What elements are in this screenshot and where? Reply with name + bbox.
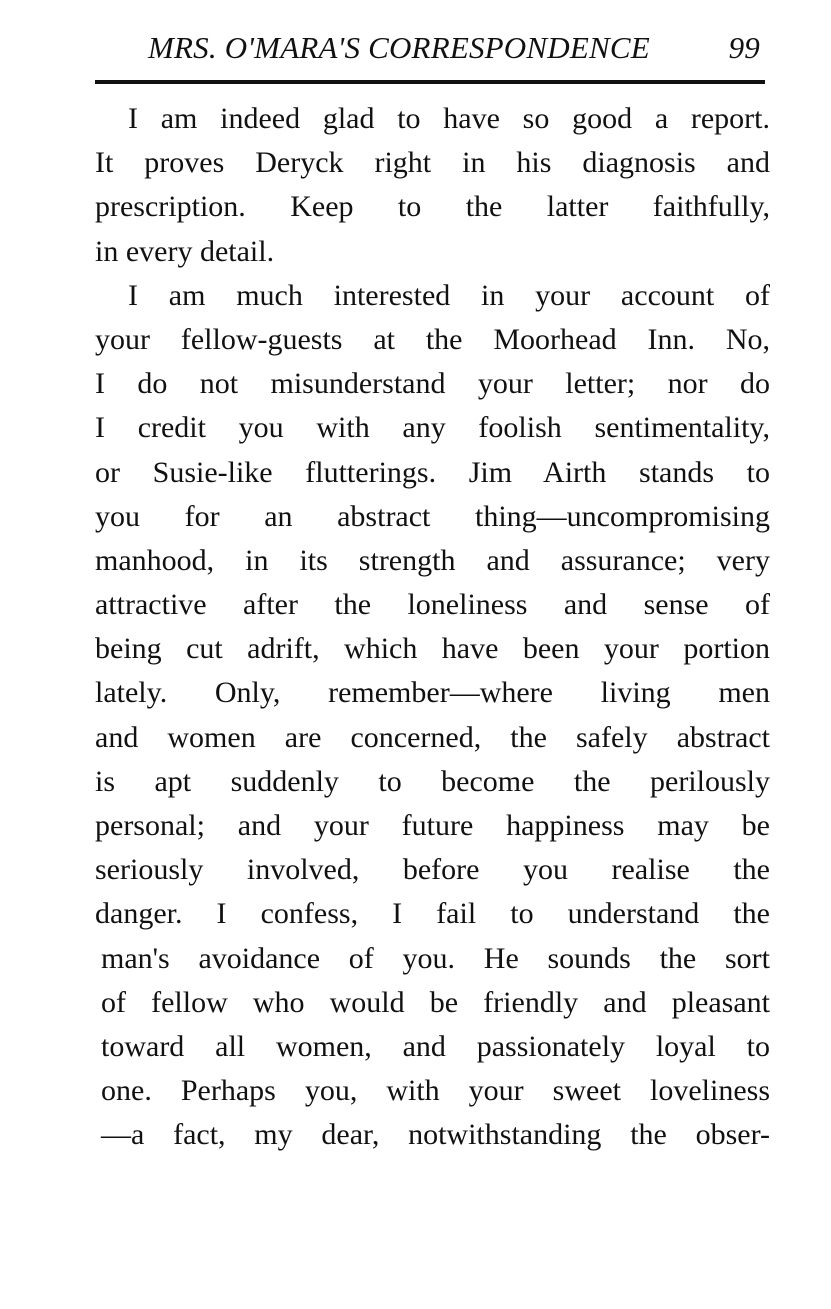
text-line: being cut adrift, which have been your portion: [95, 632, 770, 666]
text-line: in every detail.: [95, 234, 275, 268]
text-line: your fellow-guests at the Moorhead Inn. No,: [95, 322, 770, 356]
text-line: I do not misunderstand your letter; nor do: [95, 367, 770, 401]
text-line: lately. Only, remember—where living men: [95, 676, 770, 710]
header-rule: [95, 80, 765, 84]
text-line: I am indeed glad to have so good a report.: [128, 102, 770, 135]
page-number: 99: [728, 30, 760, 65]
text-line: or Susie-like flutterings. Jim Airth stands to: [95, 455, 770, 489]
text-line: personal; and your future happiness may be: [95, 809, 770, 842]
body-text: [95, 97, 770, 1158]
text-line: toward all women, and passionately loyal to: [101, 1029, 770, 1063]
text-line: It proves Deryck right in his diagnosis and: [95, 146, 770, 180]
text-line: you for an abstract thing—uncompromising: [95, 499, 770, 533]
text-line: attractive after the loneliness and sense of: [95, 588, 770, 622]
text-line: and women are concerned, the safely abstract: [95, 720, 770, 754]
text-line: —a fact, my dear, notwithstanding the obser-: [101, 1118, 770, 1152]
text-line: prescription. Keep to the latter faithfully,: [95, 190, 770, 224]
text-line: danger. I confess, I fail to understand the: [95, 897, 770, 931]
text-line: I am much interested in your account of: [128, 278, 770, 312]
text-line: seriously involved, before you realise the: [95, 853, 770, 887]
running-title: MRS. O'MARA'S CORRESPONDENCE: [148, 30, 650, 65]
text-line: man's avoidance of you. He sounds the sort: [101, 941, 770, 975]
text-line: I credit you with any foolish sentimentality,: [95, 411, 770, 445]
text-line: manhood, in its strength and assurance; very: [95, 543, 770, 577]
running-header: [148, 30, 768, 70]
text-line: one. Perhaps you, with your sweet loveliness: [101, 1074, 770, 1108]
text-line: is apt suddenly to become the perilously: [95, 764, 770, 798]
text-line: of fellow who would be friendly and pleasant: [101, 985, 770, 1019]
